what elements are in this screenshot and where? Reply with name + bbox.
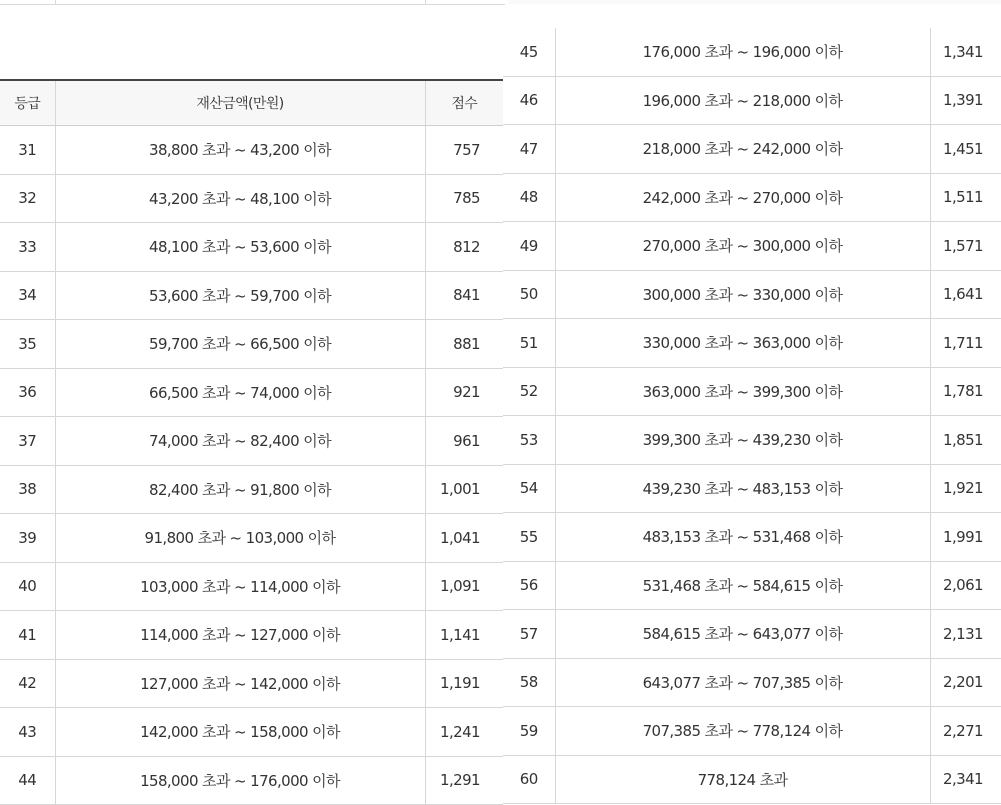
header-grade: 등급 xyxy=(0,80,55,126)
score-cell: 812 xyxy=(425,223,503,272)
score-cell: 1,341 xyxy=(930,28,1001,76)
property-range-cell: 48,100 초과 ~ 53,600 이하 xyxy=(55,223,425,272)
grade-cell: 36 xyxy=(0,368,55,417)
table-row xyxy=(503,173,1001,222)
table-row xyxy=(0,514,503,563)
table-row xyxy=(503,319,1001,368)
score-cell: 1,241 xyxy=(425,708,503,757)
grade-cell: 60 xyxy=(503,755,555,804)
left-table-body xyxy=(0,126,503,805)
property-range-cell: 91,800 초과 ~ 103,000 이하 xyxy=(55,514,425,563)
grade-cell: 33 xyxy=(0,223,55,272)
top-divider xyxy=(0,0,505,5)
score-cell: 1,781 xyxy=(930,367,1001,416)
top-divider-tick xyxy=(55,0,56,4)
grade-cell: 37 xyxy=(0,417,55,466)
table-row xyxy=(0,659,503,708)
score-cell: 961 xyxy=(425,417,503,466)
header-property-amount: 재산금액(만원) xyxy=(55,80,425,126)
score-cell: 2,061 xyxy=(930,561,1001,610)
property-range-cell: 531,468 초과 ~ 584,615 이하 xyxy=(555,561,930,610)
property-range-cell: 270,000 초과 ~ 300,000 이하 xyxy=(555,222,930,271)
score-cell: 1,191 xyxy=(425,659,503,708)
grade-cell: 49 xyxy=(503,222,555,271)
grade-cell: 54 xyxy=(503,464,555,513)
table-row xyxy=(0,417,503,466)
table-row xyxy=(503,28,1001,76)
table-row xyxy=(0,223,503,272)
grade-cell: 31 xyxy=(0,126,55,175)
table-row xyxy=(0,708,503,757)
grade-cell: 39 xyxy=(0,514,55,563)
property-range-cell: 114,000 초과 ~ 127,000 이하 xyxy=(55,611,425,660)
grade-cell: 58 xyxy=(503,658,555,707)
property-range-cell: 643,077 초과 ~ 707,385 이하 xyxy=(555,658,930,707)
score-cell: 757 xyxy=(425,126,503,175)
grade-cell: 34 xyxy=(0,271,55,320)
property-range-cell: 330,000 초과 ~ 363,000 이하 xyxy=(555,319,930,368)
score-cell: 1,451 xyxy=(930,125,1001,174)
property-range-cell: 218,000 초과 ~ 242,000 이하 xyxy=(555,125,930,174)
property-range-cell: 103,000 초과 ~ 114,000 이하 xyxy=(55,562,425,611)
grade-cell: 47 xyxy=(503,125,555,174)
property-range-cell: 707,385 초과 ~ 778,124 이하 xyxy=(555,707,930,756)
score-cell: 1,141 xyxy=(425,611,503,660)
grade-cell: 51 xyxy=(503,319,555,368)
grade-cell: 53 xyxy=(503,416,555,465)
property-score-table-left xyxy=(0,79,503,805)
grade-cell: 46 xyxy=(503,76,555,125)
right-table-body xyxy=(503,28,1001,804)
table-row xyxy=(0,756,503,805)
table-row xyxy=(0,562,503,611)
grade-cell: 38 xyxy=(0,465,55,514)
table-row xyxy=(503,561,1001,610)
score-cell: 1,511 xyxy=(930,173,1001,222)
score-cell: 1,921 xyxy=(930,464,1001,513)
property-range-cell: 142,000 초과 ~ 158,000 이하 xyxy=(55,708,425,757)
table-row xyxy=(503,707,1001,756)
score-cell: 921 xyxy=(425,368,503,417)
table-row xyxy=(503,416,1001,465)
table-row xyxy=(0,368,503,417)
property-range-cell: 399,300 초과 ~ 439,230 이하 xyxy=(555,416,930,465)
grade-cell: 32 xyxy=(0,174,55,223)
property-range-cell: 158,000 초과 ~ 176,000 이하 xyxy=(55,756,425,805)
score-cell: 1,711 xyxy=(930,319,1001,368)
score-cell: 2,131 xyxy=(930,610,1001,659)
property-range-cell: 176,000 초과 ~ 196,000 이하 xyxy=(555,28,930,76)
table-row xyxy=(0,611,503,660)
property-score-table-right xyxy=(503,28,1001,804)
property-range-cell: 82,400 초과 ~ 91,800 이하 xyxy=(55,465,425,514)
property-range-cell: 778,124 초과 xyxy=(555,755,930,804)
table-row xyxy=(0,271,503,320)
score-cell: 1,851 xyxy=(930,416,1001,465)
property-range-cell: 127,000 초과 ~ 142,000 이하 xyxy=(55,659,425,708)
grade-cell: 41 xyxy=(0,611,55,660)
grade-cell: 43 xyxy=(0,708,55,757)
property-range-cell: 584,615 초과 ~ 643,077 이하 xyxy=(555,610,930,659)
property-range-cell: 59,700 초과 ~ 66,500 이하 xyxy=(55,320,425,369)
property-range-cell: 439,230 초과 ~ 483,153 이하 xyxy=(555,464,930,513)
score-cell: 2,341 xyxy=(930,755,1001,804)
table-row xyxy=(503,367,1001,416)
score-cell: 881 xyxy=(425,320,503,369)
table-row xyxy=(503,125,1001,174)
score-cell: 2,201 xyxy=(930,658,1001,707)
table-row xyxy=(503,222,1001,271)
grade-cell: 48 xyxy=(503,173,555,222)
grade-cell: 35 xyxy=(0,320,55,369)
score-cell: 1,991 xyxy=(930,513,1001,562)
table-header-row xyxy=(0,80,503,126)
property-range-cell: 300,000 초과 ~ 330,000 이하 xyxy=(555,270,930,319)
score-cell: 2,271 xyxy=(930,707,1001,756)
grade-cell: 44 xyxy=(0,756,55,805)
table-row xyxy=(503,464,1001,513)
grade-cell: 57 xyxy=(503,610,555,659)
top-divider-tick xyxy=(425,0,426,4)
table-row xyxy=(503,658,1001,707)
table-row xyxy=(503,610,1001,659)
grade-cell: 50 xyxy=(503,270,555,319)
grade-cell: 40 xyxy=(0,562,55,611)
score-cell: 1,291 xyxy=(425,756,503,805)
property-range-cell: 38,800 초과 ~ 43,200 이하 xyxy=(55,126,425,175)
table-row xyxy=(0,126,503,175)
grade-cell: 55 xyxy=(503,513,555,562)
property-range-cell: 66,500 초과 ~ 74,000 이하 xyxy=(55,368,425,417)
property-range-cell: 53,600 초과 ~ 59,700 이하 xyxy=(55,271,425,320)
table-row xyxy=(0,465,503,514)
score-cell: 1,391 xyxy=(930,76,1001,125)
property-range-cell: 483,153 초과 ~ 531,468 이하 xyxy=(555,513,930,562)
grade-cell: 52 xyxy=(503,367,555,416)
score-cell: 1,641 xyxy=(930,270,1001,319)
table-row xyxy=(503,513,1001,562)
property-range-cell: 74,000 초과 ~ 82,400 이하 xyxy=(55,417,425,466)
grade-cell: 45 xyxy=(503,28,555,76)
score-cell: 1,041 xyxy=(425,514,503,563)
table-row xyxy=(503,270,1001,319)
score-cell: 841 xyxy=(425,271,503,320)
table-row xyxy=(503,755,1001,804)
grade-cell: 56 xyxy=(503,561,555,610)
top-divider-right xyxy=(508,0,1001,4)
property-range-cell: 242,000 초과 ~ 270,000 이하 xyxy=(555,173,930,222)
table-row xyxy=(0,174,503,223)
score-cell: 1,571 xyxy=(930,222,1001,271)
property-range-cell: 196,000 초과 ~ 218,000 이하 xyxy=(555,76,930,125)
table-row xyxy=(0,320,503,369)
property-range-cell: 363,000 초과 ~ 399,300 이하 xyxy=(555,367,930,416)
score-cell: 1,001 xyxy=(425,465,503,514)
header-score: 점수 xyxy=(425,80,503,126)
table-row xyxy=(503,76,1001,125)
property-range-cell: 43,200 초과 ~ 48,100 이하 xyxy=(55,174,425,223)
score-cell: 785 xyxy=(425,174,503,223)
grade-cell: 42 xyxy=(0,659,55,708)
grade-cell: 59 xyxy=(503,707,555,756)
score-cell: 1,091 xyxy=(425,562,503,611)
